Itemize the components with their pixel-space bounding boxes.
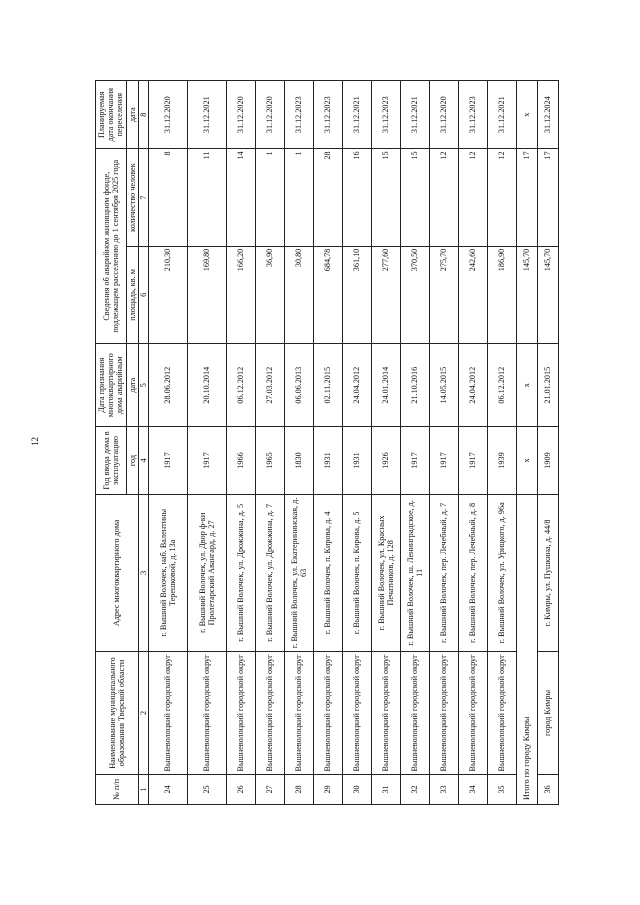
row-recognized: 06.12.2012 [226, 344, 255, 427]
column-numbers-row [138, 81, 148, 805]
row-municipality: Вышневолоцкий городской округ [342, 652, 371, 775]
row-area: 361,10 [342, 246, 371, 343]
column-number: 3 [138, 494, 148, 652]
row-year: 1966 [226, 427, 255, 494]
row-municipality: Вышневолоцкий городской округ [429, 652, 458, 775]
row-recognized: 21.01.2015 [537, 344, 558, 427]
row-year: 1939 [487, 427, 516, 494]
row-recognized: 06.06.2013 [284, 344, 313, 427]
row-municipality: Вышневолоцкий городской округ [487, 652, 516, 775]
subheader-area: площадь, кв. м [126, 246, 138, 343]
column-number: 1 [138, 774, 148, 804]
table-row [284, 81, 313, 805]
row-planned: 31.12.2021 [187, 81, 226, 149]
row-area: 169,80 [187, 246, 226, 343]
column-number: 8 [138, 81, 148, 149]
row-people: 16 [342, 149, 371, 246]
row-num: 25 [187, 774, 226, 804]
row-recognized: 06.12.2012 [487, 344, 516, 427]
row-year: 1909 [537, 427, 558, 494]
header-info: Сведения об аварийном жилищном фонде, подлежащем расселению до 1 сентября 2025 года [96, 149, 127, 344]
rotated-page [95, 80, 595, 805]
column-number: 2 [138, 652, 148, 775]
row-address: г. Вышний Волочек, ул. Дрожжина, д. 5 [226, 494, 255, 652]
total-area: 145,70 [516, 246, 537, 343]
table-row [255, 81, 284, 805]
row-planned: 31.12.2020 [226, 81, 255, 149]
row-recognized: 24.01.2014 [371, 344, 400, 427]
row-planned: 31.12.2020 [148, 81, 187, 149]
row-recognized: 24.04.2012 [458, 344, 487, 427]
row-address: г. Вышний Волочек, наб. Валентины Терешковой, д. 13а [148, 494, 187, 652]
row-planned: 31.12.2023 [458, 81, 487, 149]
row-recognized: 27.03.2012 [255, 344, 284, 427]
row-area: 277,60 [371, 246, 400, 343]
row-people: 12 [429, 149, 458, 246]
row-address: г. Вышний Волочек, пер. Лечебный, д. 7 [429, 494, 458, 652]
row-municipality: Вышневолоцкий городской округ [313, 652, 342, 775]
row-year: 1931 [313, 427, 342, 494]
table-row [429, 81, 458, 805]
row-area: 242,60 [458, 246, 487, 343]
row-recognized: 14.05.2015 [429, 344, 458, 427]
total-planned: x [516, 81, 537, 149]
column-number: 5 [138, 344, 148, 427]
row-num: 28 [284, 774, 313, 804]
column-number: 7 [138, 149, 148, 246]
row-people: 15 [371, 149, 400, 246]
header-num: № п/п [96, 774, 139, 804]
row-recognized: 21.10.2016 [400, 344, 429, 427]
table-row [226, 81, 255, 805]
row-address: г. Вышний Волочек, ш. Ленинградское, д. 11 [400, 494, 429, 652]
row-planned: 31.12.2024 [537, 81, 558, 149]
row-area: 166,20 [226, 246, 255, 343]
row-num: 33 [429, 774, 458, 804]
row-year: 1917 [148, 427, 187, 494]
emergency-housing-table [95, 80, 559, 805]
row-num: 31 [371, 774, 400, 804]
row-municipality: Вышневолоцкий городской округ [284, 652, 313, 775]
row-year: 1830 [284, 427, 313, 494]
row-address: г. Вышний Волочек, п. Кирова, д. 4 [313, 494, 342, 652]
total-people: 17 [516, 149, 537, 246]
row-planned: 31.12.2020 [429, 81, 458, 149]
row-address: г. Кимры, ул. Пушкина, д. 44/8 [537, 494, 558, 652]
row-year: 1931 [342, 427, 371, 494]
row-num: 34 [458, 774, 487, 804]
row-num: 35 [487, 774, 516, 804]
table-row [458, 81, 487, 805]
row-address: г. Вышний Волочек, ул. Двор ф-ки Пролетарский Авангард, д. 27 [187, 494, 226, 652]
row-municipality: Вышневолоцкий городской округ [187, 652, 226, 775]
row-planned: 31.12.2023 [313, 81, 342, 149]
row-num: 29 [313, 774, 342, 804]
row-people: 14 [226, 149, 255, 246]
row-year: 1917 [458, 427, 487, 494]
total-label: Итого по городу Кимры [516, 494, 537, 804]
row-address: г. Вышний Волочек, ул. Красных Печатников, д. 128 [371, 494, 400, 652]
header-recognition: Дата признания многоквартирного дома аварийным [96, 344, 127, 427]
row-people: 1 [255, 149, 284, 246]
row-people: 12 [458, 149, 487, 246]
row-planned: 31.12.2021 [342, 81, 371, 149]
row-year: 1926 [371, 427, 400, 494]
total-recognized: x [516, 344, 537, 427]
row-recognized: 20.10.2014 [187, 344, 226, 427]
row-recognized: 28.06.2012 [148, 344, 187, 427]
row-num: 27 [255, 774, 284, 804]
table-row [313, 81, 342, 805]
row-area: 145,70 [537, 246, 558, 343]
row-people: 8 [148, 149, 187, 246]
row-people: 17 [537, 149, 558, 246]
column-number: 4 [138, 427, 148, 494]
row-year: 1965 [255, 427, 284, 494]
page-number: 12 [30, 437, 40, 446]
row-area: 684,78 [313, 246, 342, 343]
table-row [400, 81, 429, 805]
row-recognized: 24.04.2012 [342, 344, 371, 427]
row-num: 24 [148, 774, 187, 804]
row-planned: 31.12.2020 [255, 81, 284, 149]
header-planned: Планируемая дата окончания переселения [96, 81, 127, 149]
row-area: 370,50 [400, 246, 429, 343]
row-recognized: 02.11.2015 [313, 344, 342, 427]
row-people: 12 [487, 149, 516, 246]
row-people: 15 [400, 149, 429, 246]
row-people: 28 [313, 149, 342, 246]
row-num: 32 [400, 774, 429, 804]
table-row [537, 81, 558, 805]
row-area: 275,70 [429, 246, 458, 343]
row-municipality: Вышневолоцкий городской округ [255, 652, 284, 775]
row-municipality: Вышневолоцкий городской округ [400, 652, 429, 775]
row-planned: 31.12.2021 [400, 81, 429, 149]
subheader-people: количество человек [126, 149, 138, 246]
table-row [342, 81, 371, 805]
row-address: г. Вышний Волочек, ул. Дрожжина, д. 7 [255, 494, 284, 652]
row-area: 186,90 [487, 246, 516, 343]
row-address: г. Вышний Волочек, ул. Урицкого, д. 96а [487, 494, 516, 652]
row-address: г. Вышний Волочек, пер. Лечебный, д. 8 [458, 494, 487, 652]
row-municipality: Вышневолоцкий городской округ [148, 652, 187, 775]
table-row [187, 81, 226, 805]
header-municipality: Наименование муниципального образования Тверской области [96, 652, 139, 775]
header-address: Адрес многоквартирного дома [96, 494, 139, 652]
table-row [371, 81, 400, 805]
row-area: 210,30 [148, 246, 187, 343]
subheader-planned: дата [126, 81, 138, 149]
total-year: x [516, 427, 537, 494]
row-num: 36 [537, 774, 558, 804]
row-planned: 31.12.2023 [284, 81, 313, 149]
row-people: 11 [187, 149, 226, 246]
row-area: 30,80 [284, 246, 313, 343]
table-row [148, 81, 187, 805]
table-row [487, 81, 516, 805]
row-area: 36,90 [255, 246, 284, 343]
row-municipality: город Кимры [537, 652, 558, 775]
row-municipality: Вышневолоцкий городской округ [371, 652, 400, 775]
subheader-year: год [126, 427, 138, 494]
row-year: 1917 [429, 427, 458, 494]
row-num: 30 [342, 774, 371, 804]
row-year: 1917 [400, 427, 429, 494]
subheader-recognition: дата [126, 344, 138, 427]
column-number: 6 [138, 246, 148, 343]
row-planned: 31.12.2023 [371, 81, 400, 149]
row-num: 26 [226, 774, 255, 804]
row-municipality: Вышневолоцкий городской округ [226, 652, 255, 775]
row-municipality: Вышневолоцкий городской округ [458, 652, 487, 775]
row-address: г. Вышний Волочек, ул. Екатерининская, д. 63 [284, 494, 313, 652]
row-address: г. Вышний Волочек, п. Кирова, д. 5 [342, 494, 371, 652]
row-year: 1917 [187, 427, 226, 494]
row-planned: 31.12.2021 [487, 81, 516, 149]
row-people: 1 [284, 149, 313, 246]
total-row [516, 81, 537, 805]
header-year: Год ввода дома в эксплуатацию [96, 427, 127, 494]
